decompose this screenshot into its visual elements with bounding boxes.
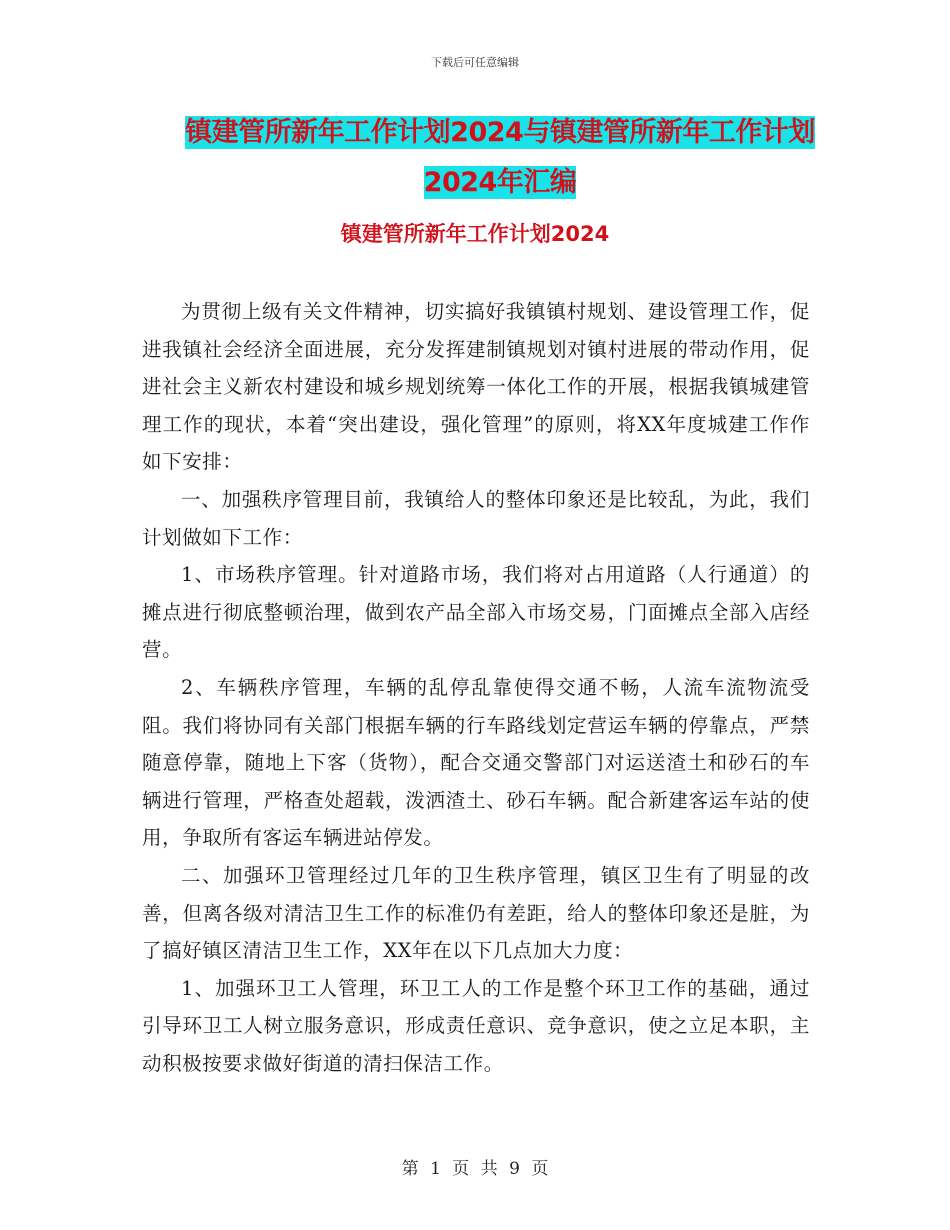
document-title-line2: 2024年汇编 (423, 167, 577, 198)
section-title: 镇建管所新年工作计划2024 (340, 222, 610, 246)
paragraph: 2、车辆秩序管理，车辆的乱停乱靠使得交通不畅，人流车流物流受阻。我们将协同有关部门根据车辆的行车路线划定营运车辆的停靠点，严禁随意停靠，随地上下客（货物），配合交通交警部门对运送渣土和砂石的车辆进行管理，严格查处超载，泼洒渣土、砂石车辆。配合新建客运车站的使用，争取所有客运车辆进站停发。 (142, 675, 810, 850)
paragraph: 一、加强秩序管理目前，我镇给人的整体印象还是比较乱，为此，我们计划做如下工作： (142, 487, 810, 549)
body-text (142, 293, 810, 1082)
paragraph: 二、加强环卫管理经过几年的卫生秩序管理，镇区卫生有了明显的改善，但离各级对清洁卫生工作的标准仍有差距，给人的整体印象还是脏，为了搞好镇区清洁卫生工作，XX年在以下几点加大力度： (142, 863, 810, 963)
document-title (140, 108, 860, 208)
document-title-line1: 镇建管所新年工作计划2024与镇建管所新年工作计划 (185, 117, 815, 148)
paragraph: 1、加强环卫工人管理，环卫工人的工作是整个环卫工作的基础，通过引导环卫工人树立服务意识，形成责任意识、竞争意识，使之立足本职，主动积极按要求做好街道的清扫保洁工作。 (142, 976, 810, 1075)
page-footer: 第 1 页 共 9 页 (401, 1159, 549, 1179)
paragraph: 1、市场秩序管理。针对道路市场，我们将对占用道路（人行通道）的摊点进行彻底整顿治理，做到农产品全部入市场交易，门面摊点全部入店经营。 (142, 563, 810, 662)
paragraph: 为贯彻上级有关文件精神，切实搞好我镇镇村规划、建设管理工作，促进我镇社会经济全面进展，充分发挥建制镇规划对镇村进展的带动作用，促进社会主义新农村建设和城乡规划统筹一体化工作的开展，根据我镇城建管理工作的现状，本着“突出建设，强化管理”的原则，将XX年度城建工作作如下安排： (142, 300, 810, 474)
page-header-note: 下载后可任意编辑 (431, 56, 519, 69)
